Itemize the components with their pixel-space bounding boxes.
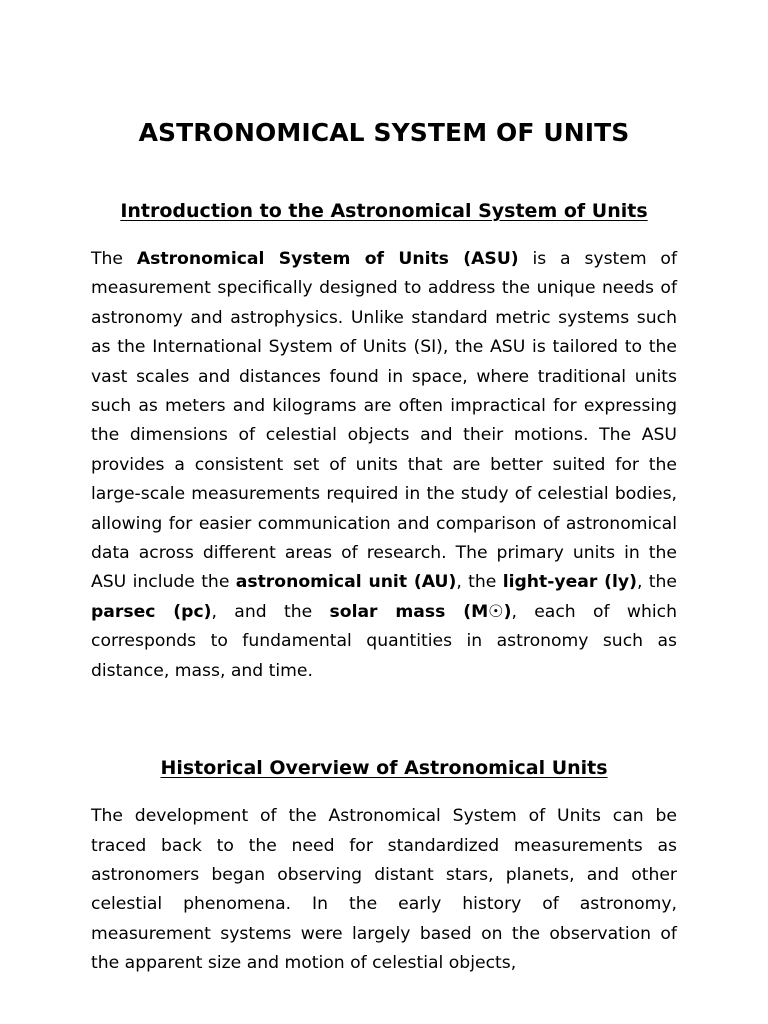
paragraph-historical-overview bbox=[91, 802, 677, 978]
bold-term-parsec: parsec (pc) bbox=[91, 601, 212, 622]
document-title: ASTRONOMICAL SYSTEM OF UNITS bbox=[138, 118, 630, 147]
text-run: , the bbox=[456, 572, 503, 593]
text-run: , each of which corresponds to fundamental quantities in astronomy such as distance, mass, and time. bbox=[91, 601, 677, 681]
bold-term-au: astronomical unit (AU) bbox=[235, 572, 457, 593]
text-run: , the bbox=[636, 572, 677, 593]
section-heading-historical-overview: Historical Overview of Astronomical Units bbox=[160, 757, 608, 780]
text-run: is a system of measurement specifically designed to address the unique needs of astronomy and astrophysics. Unlike standard metric systems such as the International System of Units (SI), the ASU is tailored to the vast scales and distances found in space, where traditional units such as meters and kilograms are often impractical for expressing the dimensions of celestial objects and their motions. The ASU provides a consistent set of units that are better suited for the large-scale measurements required in the study of celestial bodies, allowing for easier communication and comparison of astronomical data across different areas of research. The primary units in the ASU include the bbox=[91, 249, 677, 593]
text-run: The development of the Astronomical System of Units can be traced back to the need for standardized measurements as astronomers began observing distant stars, planets, and other celestial phenomena. In the early history of astronomy, measurement systems were largely based on the observation of the apparent size and motion of celestial objects, bbox=[91, 806, 677, 974]
bold-term-solar-mass: solar mass (M☉) bbox=[329, 601, 512, 622]
bold-term-asu: Astronomical System of Units (ASU) bbox=[136, 249, 519, 269]
bold-term-light-year: light-year (ly) bbox=[502, 572, 637, 593]
text-run: , and the bbox=[211, 601, 330, 622]
text-run: The bbox=[91, 249, 137, 269]
section-heading-introduction: Introduction to the Astronomical System of Units bbox=[120, 200, 648, 222]
paragraph-introduction bbox=[91, 245, 677, 686]
